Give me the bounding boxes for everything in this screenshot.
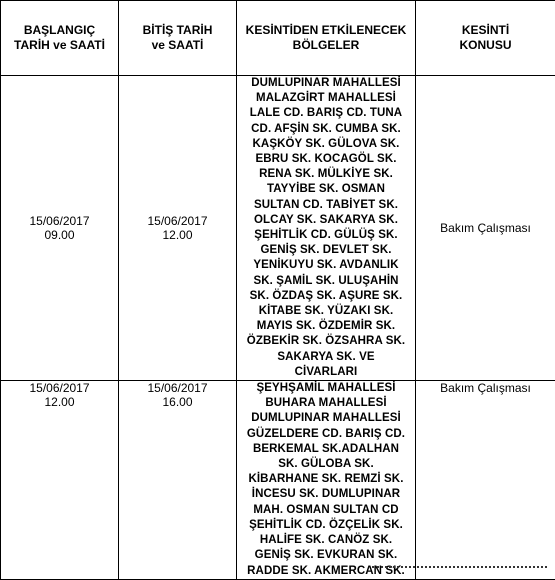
- table-row: [1, 76, 555, 381]
- region-line: GÜZELDERE CD. BARIŞ CD.: [237, 427, 415, 442]
- affected-regions-cell: [237, 381, 416, 580]
- region-line: RENA SK. MÜLKİYE SK.: [237, 167, 415, 182]
- region-line: RADDE SK. AKMERCAN SK.: [237, 564, 415, 579]
- outage-subject-cell: [416, 381, 555, 580]
- region-line: KİTABE SK. YÜZAKI SK.: [237, 304, 415, 319]
- region-line: EBRU SK. KOCAGÖL SK.: [237, 152, 415, 167]
- region-line: MAH. OSMAN SULTAN CD: [237, 503, 415, 518]
- header-affected-regions: [237, 1, 416, 76]
- header-outage-subject: [416, 1, 555, 76]
- dotted-divider: [372, 566, 547, 568]
- region-line: ŞEHİTLİK CD. GÜLÜŞ SK.: [237, 228, 415, 243]
- header-line: KESİNTİDEN ETKİLENECEK: [237, 23, 415, 38]
- region-line: BERKEMAL SK.ADALHAN: [237, 442, 415, 457]
- region-line: İNCESU SK. DUMLUPINAR: [237, 487, 415, 502]
- region-line: KAŞKÖY SK. GÜLOVA SK.: [237, 137, 415, 152]
- region-line: KİBARHANE SK. REMZİ SK.: [237, 472, 415, 487]
- end-date: 15/06/2017: [119, 381, 236, 395]
- region-line: MALAZGİRT MAHALLESİ: [237, 91, 415, 106]
- header-start-datetime: [1, 1, 119, 76]
- header-line: KESİNTİ: [416, 23, 555, 38]
- region-line: ŞEHİTLİK CD. ÖZÇELİK SK.: [237, 518, 415, 533]
- region-line: SK. GÜLOBA SK.: [237, 457, 415, 472]
- region-line: GENİŞ SK. DEVLET SK.: [237, 243, 415, 258]
- start-datetime-cell: [1, 381, 119, 580]
- region-line: ŞEYHŞAMİL MAHALLESİ: [237, 381, 415, 396]
- end-datetime-cell: [119, 76, 237, 381]
- outage-subject: Bakım Çalışması: [416, 221, 555, 235]
- outage-subject-cell: [416, 76, 555, 381]
- table-row: [1, 381, 555, 580]
- region-line: SK. ÖZDAŞ SK. AŞURE SK.: [237, 289, 415, 304]
- region-line: ÖZBEKİR SK. ÖZSAHRA SK.: [237, 334, 415, 349]
- outage-subject: Bakım Çalışması: [416, 381, 555, 395]
- end-date: 15/06/2017: [119, 214, 236, 228]
- region-line: OLCAY SK. SAKARYA SK.: [237, 213, 415, 228]
- header-line: KONUSU: [416, 38, 555, 53]
- region-line: BUHARA MAHALLESİ: [237, 396, 415, 411]
- region-line: HALİFE SK. CANÖZ SK.: [237, 533, 415, 548]
- header-line: BAŞLANGIÇ: [1, 23, 118, 38]
- region-line: DUMLUPINAR MAHALLESİ: [237, 411, 415, 426]
- start-date: 15/06/2017: [1, 381, 118, 395]
- region-line: MAYIS SK. ÖZDEMİR SK.: [237, 319, 415, 334]
- region-line: GENİŞ SK. EVKURAN SK.: [237, 548, 415, 563]
- start-datetime-cell: [1, 76, 119, 381]
- header-line: TARİH ve SAATİ: [1, 38, 118, 53]
- end-time: 16.00: [119, 395, 236, 409]
- region-line: CİVARLARI: [237, 365, 415, 380]
- header-line: BİTİŞ TARİH: [119, 23, 236, 38]
- region-line: SK. ŞAMİL SK. ULUŞAHİN: [237, 274, 415, 289]
- region-line: YENİKUYU SK. AVDANLIK: [237, 258, 415, 273]
- start-time: 12.00: [1, 395, 118, 409]
- header-end-datetime: [119, 1, 237, 76]
- region-line: SAKARYA SK. VE: [237, 350, 415, 365]
- region-line: LALE CD. BARIŞ CD. TUNA: [237, 106, 415, 121]
- region-line: SULTAN CD. TABİYET SK.: [237, 198, 415, 213]
- region-line: TAYYİBE SK. OSMAN: [237, 182, 415, 197]
- end-time: 12.00: [119, 228, 236, 242]
- region-line: DUMLUPINAR MAHALLESİ: [237, 76, 415, 91]
- header-line: BÖLGELER: [237, 38, 415, 53]
- start-time: 09.00: [1, 228, 118, 242]
- header-line: ve SAATİ: [119, 38, 236, 53]
- affected-regions-cell: [237, 76, 416, 381]
- header-row: [1, 1, 555, 76]
- end-datetime-cell: [119, 381, 237, 580]
- region-line: CD. AFŞİN SK. CUMBA SK.: [237, 122, 415, 137]
- start-date: 15/06/2017: [1, 214, 118, 228]
